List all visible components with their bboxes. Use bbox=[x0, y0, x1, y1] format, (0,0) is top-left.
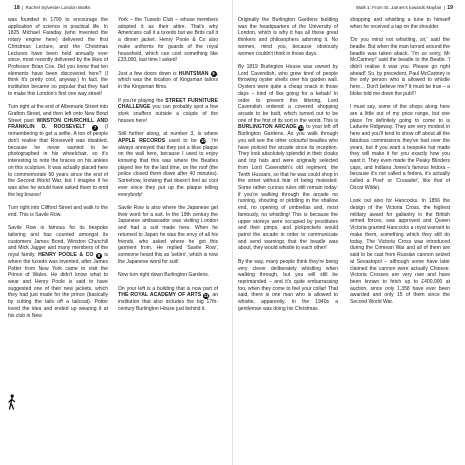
book-title: Rachel Sylvester bbox=[25, 5, 61, 10]
section-title: Walk 1: From St. James's towards Mayfair bbox=[355, 5, 442, 10]
text-column-4 bbox=[350, 17, 450, 306]
text-column-2 bbox=[118, 17, 218, 312]
map-marker-icon: 10 bbox=[201, 138, 206, 144]
text-column-3 bbox=[238, 17, 338, 313]
landmark-name: APPLE RECORDS bbox=[118, 137, 166, 144]
paragraph: was founded in 1799 to encourage the application of science in practical life. In 1825 Michael Faraday (who invented the rotary engine here) delivered the first Christmas Lecture, and the Christmas Lectures have been held annually ever since, most recently delivered by the likes of Professor Brian Cox. Did you know that ten elements have been discovered here? (I think it's pretty cool, anyway.) In fact, the institution became so popular that they had to make this London's first one way street! bbox=[8, 17, 108, 97]
paragraph: York – the Tuxedo Club – whose members adopted it as their attire. That's why Americans call it a tuxedo but we Brits call it a dinner jacket. Henry Poole & Co also make uniforms for guards of the royal household, which can cost something like £33,000, last time I asked! bbox=[118, 17, 218, 64]
left-page-header: 18 | Rachel Sylvester London Walks bbox=[14, 5, 91, 11]
paragraph: Savile Row is also where the Japanese get their word for a suit. In the 19th century the Japanese ambassador was visiting London and had a suit made here. When he returned to Japan he was the envy of all his friends, who asked where he got this garment from. He replied 'Savile Row', someone heard this as 'sebiro', which is now the Japanese word for suit! bbox=[118, 205, 218, 265]
left-page-number: 18 bbox=[14, 5, 20, 11]
map-marker-icon: 8 bbox=[97, 252, 101, 258]
landmark-name: BURLINGTON ARCADE bbox=[238, 124, 297, 131]
walking-figure-icon bbox=[8, 394, 16, 410]
paragraph: By 1819 Burlington House was owned by Lord Cavendish, who grew tired of people throwing oyster shells over his garden wall. Oysters were quite a cheap snack in those days – kind of like going for a kebab! In order to prevent this littering, Lord Cavendish ordered a covered shopping arcade to be built, which turned out to be one of the first of its sort in the world. This is BURLINGTON ARCADE 12 to your left off Burlington Gardens. As you walk through you will see the other colourful beadles who have policed the arcade since its inception. They look absolutely splendid in their cloaks and top hats and were originally selected from Lord Cavendish's old regiment, the Tenth Hussars, so that he was could shop in the street without fear of being molested. Some rather curious rules still remain today: if you're walking through the arcade no running, shouting or piddling in the shallow end, no opening of umbrellas and, most famously, no whistling! This is because the upper storeys were occupied by prostitutes and their pimps, and pickpockets would patrol the arcade in order to communicate and send warnings that the beadle was about, they would whistle to each other! bbox=[238, 64, 338, 252]
map-marker-icon: 12 bbox=[299, 125, 304, 131]
paragraph: I must say, some of the shops along here are a little out of my price range, but one place I'm definitely going to come to is Ladurée Ridgeway. They are very modest in here and you'll tend to show off about all the fabulous commissions they've had over the years, but if you want a bespoke hat made they will make it for you exactly how you want it. They even made the Peaky Blinders caps, and Indiana Jones's famous fedora – because it's not called a fedora, it's actually called a Poet' or 'Crusader', like that of Oscar Wilde). bbox=[350, 104, 450, 191]
landmark-name: WINSTON CHURCHILL AND FRANKLIN D. ROOSEVELT bbox=[8, 117, 109, 131]
paragraph: Turn right into Clifford Street and walk to the end. This is Savile Row. bbox=[8, 205, 108, 218]
map-marker-icon: 9 bbox=[212, 71, 215, 77]
book-subtitle: London Walks bbox=[61, 5, 91, 10]
paragraph: Originally the Burlington Gardens building was the headquarters of the University of London, which is why it has all these great thinkers and philosophers adorning it. No women, mind you, because obviously women couldn't think in those days. bbox=[238, 17, 338, 57]
paragraph: Turn right at the end of Albemarle Street into Grafton Street, and then left onto New Bond Street past WINSTON CHURCHILL AND FRANKLIN D. ROOSEVELT 7 (I remembering to get a selfie. A ton of people don't realise that Roosevelt was disabled, because he never wanted to be photographed in his wheelchair, so it's interesting to note the braces on his ankles on this sculpture. It was actually placed here to commemorate 50 years since the end of the Second World War, but I imagine if he was alive he would have asked them to omit the leg braces! bbox=[8, 104, 109, 198]
landmark-name: HENRY POOLE & CO bbox=[38, 252, 94, 259]
text-column-1 bbox=[8, 17, 108, 319]
left-page bbox=[0, 0, 232, 465]
paragraph: On your left is a building that is now part of THE ROYAL ACADEMY OF ARTS 11, an institution that also includes the big 17th-century Burlington House just behind it. bbox=[118, 285, 219, 312]
paragraph: shopping and whistling a tune to himself when he received a tap on the shoulder. bbox=[350, 17, 450, 30]
paragraph: Still further along, at number 3, is where APPLE RECORDS used to be 10. I'm always annoyed that they put a blue plaque on the wall here, because I used to enjoy knowing that this was where the Beatles played live for the last time, on the roof (the police closed them down after 40 minutes). Somehow, knowing that doesn't feel as cool ever since they put up the plaque telling everybody! bbox=[118, 131, 218, 198]
paragraph: If you're playing the STREET FURNITURE CHALLENGE you can probably spot a few stork snuffers outside a couple of the houses here! bbox=[118, 97, 218, 124]
map-marker-icon: 11 bbox=[203, 292, 209, 298]
right-page-number: 19 bbox=[447, 5, 453, 11]
map-marker-icon: 7 bbox=[93, 125, 97, 131]
challenge-name: STREET FURNITURE CHALLENGE bbox=[118, 97, 218, 111]
landmark-name: HUNTSMAN bbox=[178, 70, 209, 77]
paragraph: Just a few doors down is HUNTSMAN 9 , which was the location of Kingsman tailors in the Kingsman films. bbox=[118, 70, 218, 91]
paragraph: Now turn right down Burlington Gardens. bbox=[118, 272, 210, 279]
right-page bbox=[233, 0, 465, 465]
paragraph: Look out also for Hancocks. In 1856 the design of the Victoria Cross, the highest military award for gallantry in the British armed forces, was approved and Queen Victoria granted Hancocks a royal warrant to make them, something which they still do today. The Victoria Cross was introduced during the Crimean War and all of them are said to be cast from Russian cannon seized at Sevastopol – although some have later claimed the cannon were actually Chinese. Victoria Crosses are very rare and have been known to fetch up to £400,000 at auction, since only 1,358 have ever been awarded and only 15 of them since the Second World War. bbox=[350, 198, 450, 306]
paragraph: By the way, many people think they're being very clever deliberately whistling when walking through, but you will still be reprimanded – and it's quite embarrassing too, when they come to feel your collar! That said, there is one man who is allowed to whistle, apparently. In the 1940s a gentleman was doing his Christmas bbox=[238, 258, 338, 312]
right-page-header: Walk 1: From St. James's towards Mayfair | 19 bbox=[355, 5, 453, 11]
landmark-name: THE ROYAL ACADEMY OF ARTS bbox=[118, 292, 202, 299]
paragraph: Savile Row is famous for its bespoke tailoring and has counted amongst its customers James Bond, Winston Churchill and Mick Jagger and many members of the royal family. HENRY POOLE & CO 8 is where the tuxedo was invented, after James Potter from New York came to visit the Prince of Wales. He didn't know what to wear and Henry Poole is said to have suggested one of their new jackets, which they had just made for the prince (basically by cutting the tails off a tailcoat). Potter loved the idea and ended up wearing it at his club in New bbox=[8, 225, 109, 319]
paragraph: 'Do you mind not whistling, sir,' said the beadle. But when the man turned around the beadle was taken aback. 'I'm so sorry, Mr McCartney!' said the beadle to the Beatle. 'I didn't realise it was you. Please go right ahead!' So, by precedent, Paul McCartney is the only person who is allowed to whistle here… Don't believe me? It must be true – a bloke told me down the pub!!! bbox=[350, 37, 450, 97]
